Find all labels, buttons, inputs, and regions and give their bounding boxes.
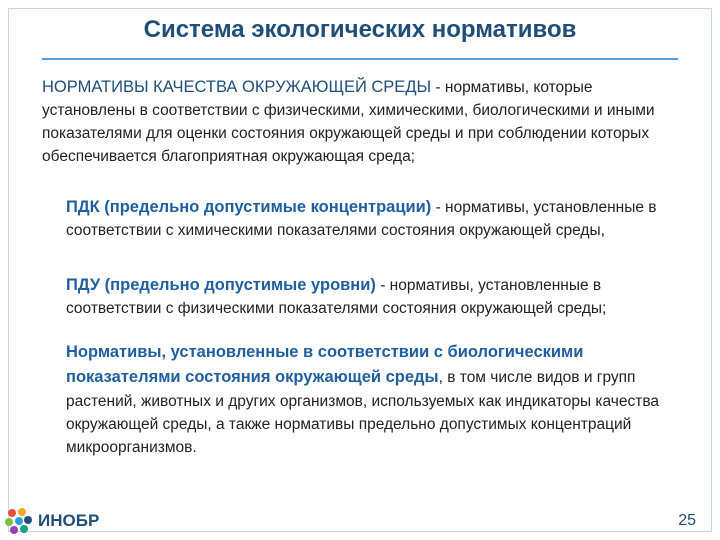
item-pdu-text: - нормативы, установленные в соответствии с физическими показателями состояния окружающей среды; [66,277,607,317]
title-divider [42,58,678,60]
logo-dots-icon [4,507,34,535]
item-pdk-term: ПДК (предельно допустимые концентрации) [66,198,432,216]
item-bio-term: Нормативы, установленные в соответствии с биологическими показателями состояния окружающей среды [66,343,584,386]
page-number: 25 [678,512,696,529]
logo-text: ИНОБР [38,511,100,530]
item-pdk-text: - нормативы, установленные в соответствии с химическими показателями состояния окружающей среды, [66,199,657,239]
slide-title: Система экологических нормативов [143,16,577,43]
item-bio-text: , в том числе видов и групп растений, животных и других организмов, используемых как индикаторы качества окружающей среды, а также нормативы предельно допустимых концентраций микроорганизмов. [66,369,660,456]
logo [4,506,99,536]
item-pdu-term: ПДУ (предельно допустимые уровни) [66,276,376,294]
intro-text: - нормативы, которые установлены в соответствии с физическими, химическими, биологическими и иными показателями для оценки состояния окружающей среды и при соблюдении которых обеспечивается благоприятная окружающая среда; [42,79,655,165]
item-pdu [66,274,690,320]
item-bio [66,340,690,459]
intro-paragraph [42,76,690,168]
intro-term: НОРМАТИВЫ КАЧЕСТВА ОКРУЖАЮЩЕЙ СРЕДЫ [42,78,432,96]
item-pdk [66,196,690,242]
